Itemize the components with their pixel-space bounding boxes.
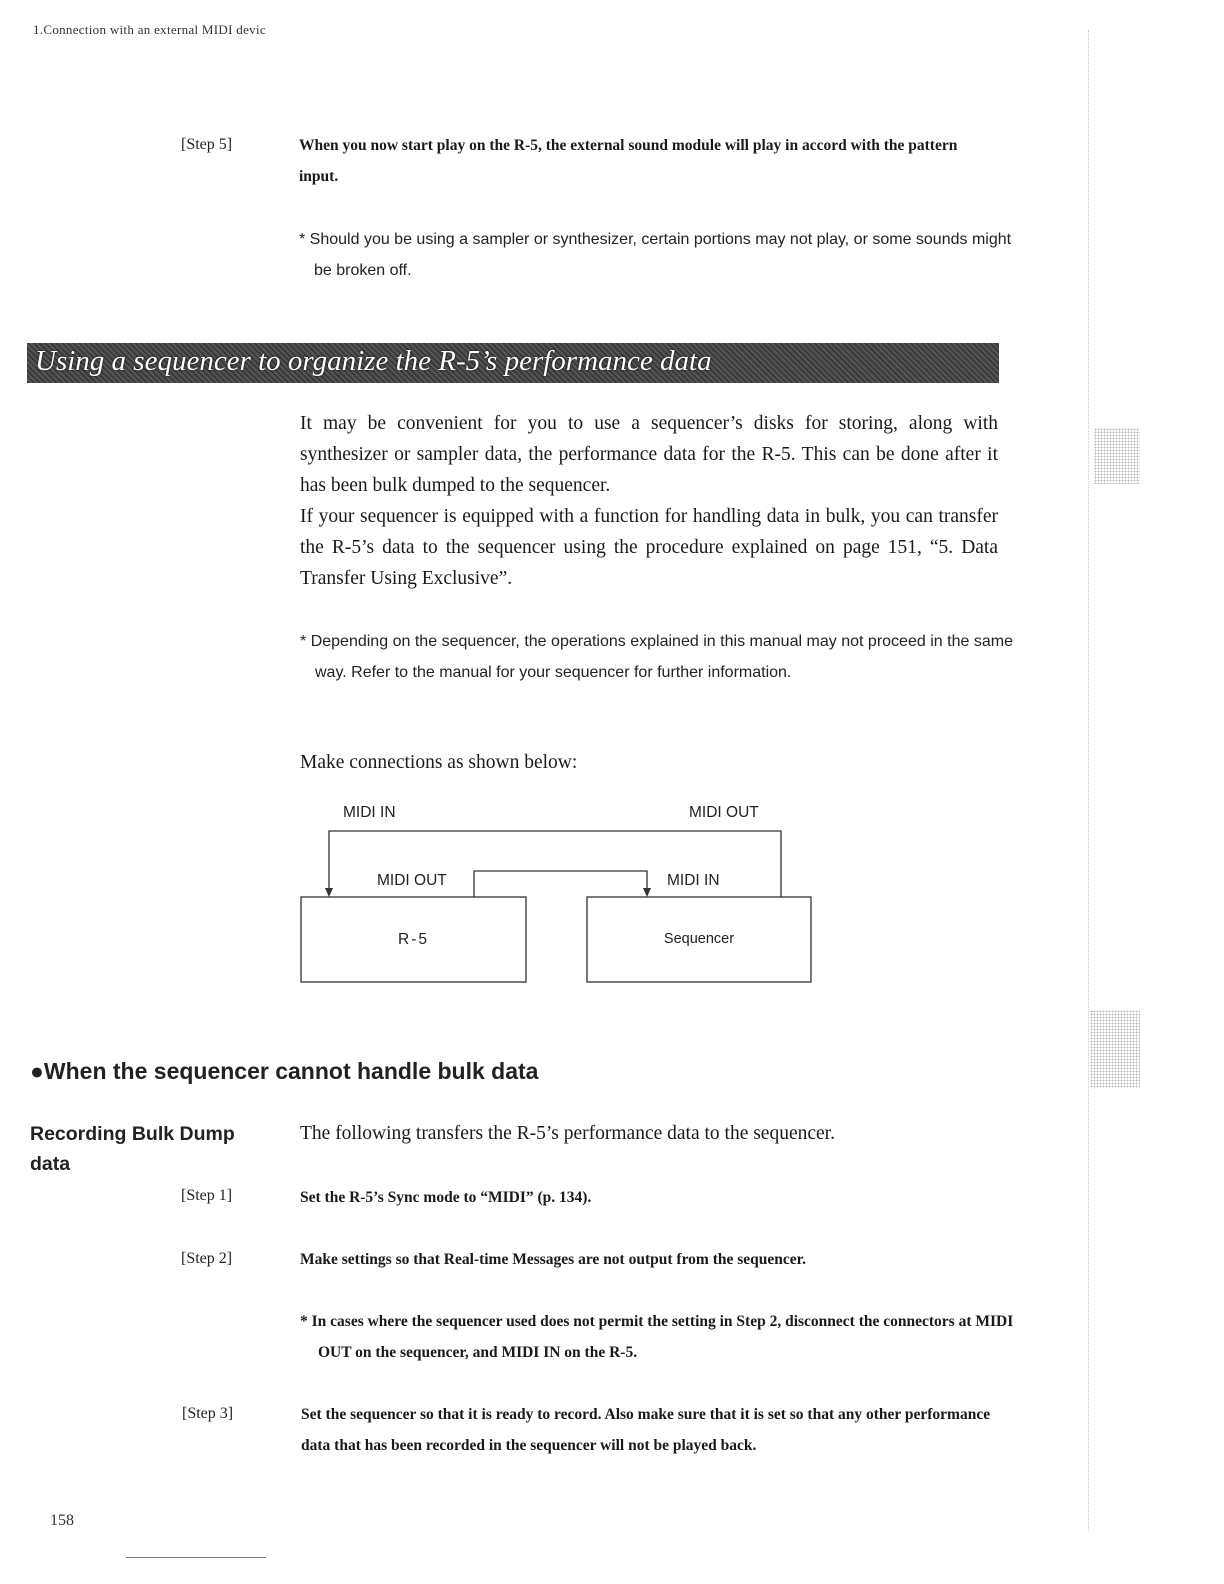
diagram-r5-port-label: MIDI OUT [377, 872, 447, 889]
arrow-into-r5-icon [325, 888, 333, 897]
page-number: 158 [50, 1512, 74, 1529]
diagram-r5-box-label: R-5 [398, 931, 429, 948]
step2-note: * In cases where the sequencer used does not permit the setting in Step 2, disconnect the connectors at MIDI OUT on the sequencer, and MIDI IN on the R-5. [300, 1313, 1014, 1361]
diagram-sequencer-box-label: Sequencer [663, 931, 735, 947]
step1-label: [Step 1] [181, 1187, 233, 1204]
connections-intro: Make connections as shown below: [300, 752, 578, 773]
section-paragraph-1: It may be convenient for you to use a sequencer’s disks for storing, along with synthesizer or sampler data, the performance data for the R-5. This can be done after it has been bulk dumped to the sequencer. [300, 413, 998, 496]
section-title: Using a sequencer to organize the R-5’s performance data [35, 345, 712, 377]
subsection-heading: ●When the sequencer cannot handle bulk data [30, 1058, 539, 1084]
recording-bulk-dump-heading: Recording Bulk Dump data [30, 1123, 235, 1175]
arrow-into-sequencer-icon [643, 888, 651, 897]
scan-stipple-lower [1090, 1010, 1140, 1088]
step5-note: * Should you be using a sampler or synthesizer, certain portions may not play, or some sounds might be broken off. [299, 231, 1012, 279]
step1-text: Set the R-5’s Sync mode to “MIDI” (p. 134). [300, 1189, 592, 1206]
step5-label: [Step 5] [181, 136, 233, 153]
diagram-top-right-label: MIDI OUT [689, 804, 759, 821]
running-header: 1.Connection with an external MIDI devic [33, 22, 266, 37]
diagram-sequencer-port-label: MIDI IN [667, 872, 720, 889]
step3-text: Set the sequencer so that it is ready to record. Also make sure that it is set so that any other performance data that has been recorded in the sequencer will not be played back. [301, 1406, 991, 1454]
section-paragraph-2: If your sequencer is equipped with a function for handling data in bulk, you can transfer the R-5’s data to the sequencer using the procedure explained on page 151, “5. Data Transfer Using Exclusive”. [300, 506, 998, 589]
step5-text: When you now start play on the R-5, the external sound module will play in accord with the pattern input. [299, 137, 958, 185]
diagram-top-left-label: MIDI IN [343, 804, 396, 821]
step2-text: Make settings so that Real-time Messages are not output from the sequencer. [300, 1251, 806, 1268]
subsection-intro: The following transfers the R-5’s performance data to the sequencer. [300, 1123, 835, 1144]
footer-rule [126, 1557, 266, 1558]
section-note: * Depending on the sequencer, the operations explained in this manual may not proceed in the same way. Refer to the manual for your sequencer for further information. [300, 633, 1013, 681]
inner-midi-cable [474, 871, 647, 897]
step2-label: [Step 2] [181, 1250, 233, 1267]
step3-label: [Step 3] [182, 1405, 234, 1422]
